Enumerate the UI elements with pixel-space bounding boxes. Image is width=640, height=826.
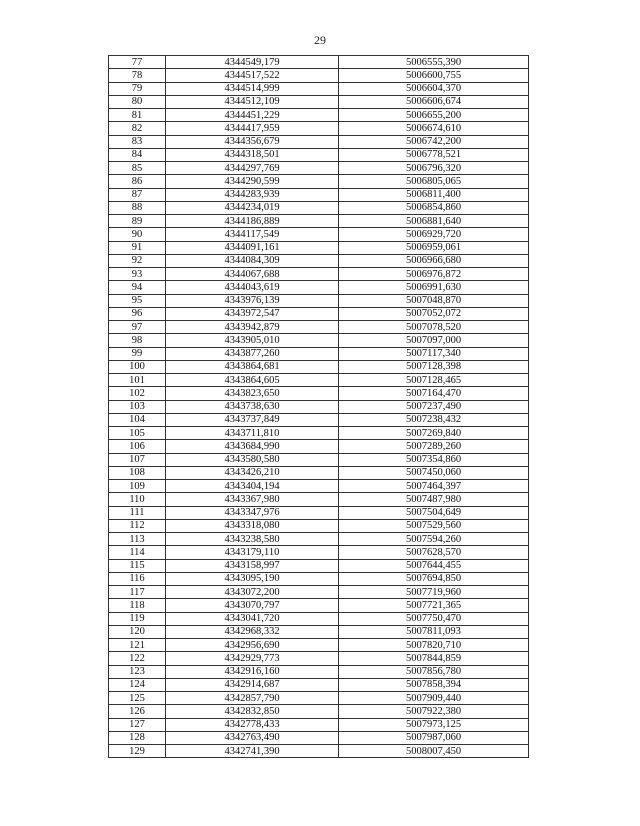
point-number-cell: 94 <box>109 281 166 294</box>
table-row <box>109 268 529 281</box>
point-number-cell: 123 <box>109 665 166 678</box>
point-number-cell: 89 <box>109 215 166 228</box>
table-row <box>109 307 529 320</box>
y-coordinate-cell: 5007052,072 <box>339 307 529 320</box>
y-coordinate-cell: 5007909,440 <box>339 692 529 705</box>
x-coordinate-cell: 4343942,879 <box>166 321 339 334</box>
point-number-cell: 104 <box>109 413 166 426</box>
y-coordinate-cell: 5006796,320 <box>339 162 529 175</box>
point-number-cell: 77 <box>109 56 166 69</box>
point-number-cell: 82 <box>109 122 166 135</box>
y-coordinate-cell: 5006674,610 <box>339 122 529 135</box>
y-coordinate-cell: 5007694,850 <box>339 572 529 585</box>
y-coordinate-cell: 5006778,521 <box>339 148 529 161</box>
point-number-cell: 119 <box>109 612 166 625</box>
point-number-cell: 120 <box>109 625 166 638</box>
table-row <box>109 546 529 559</box>
y-coordinate-cell: 5007628,570 <box>339 546 529 559</box>
table-row <box>109 639 529 652</box>
point-number-cell: 85 <box>109 162 166 175</box>
point-number-cell: 101 <box>109 374 166 387</box>
x-coordinate-cell: 4344117,549 <box>166 228 339 241</box>
x-coordinate-cell: 4344297,769 <box>166 162 339 175</box>
table-row <box>109 599 529 612</box>
x-coordinate-cell: 4343238,580 <box>166 533 339 546</box>
table-row <box>109 374 529 387</box>
table-row <box>109 718 529 731</box>
table-row <box>109 95 529 108</box>
table-row <box>109 466 529 479</box>
y-coordinate-cell: 5006854,860 <box>339 201 529 214</box>
y-coordinate-cell: 5007048,870 <box>339 294 529 307</box>
point-number-cell: 91 <box>109 241 166 254</box>
x-coordinate-cell: 4342914,687 <box>166 678 339 691</box>
table-row <box>109 122 529 135</box>
point-number-cell: 81 <box>109 109 166 122</box>
point-number-cell: 102 <box>109 387 166 400</box>
point-number-cell: 95 <box>109 294 166 307</box>
x-coordinate-cell: 4342968,332 <box>166 625 339 638</box>
table-row <box>109 665 529 678</box>
table-row <box>109 56 529 69</box>
table-row <box>109 69 529 82</box>
x-coordinate-cell: 4344417,959 <box>166 122 339 135</box>
point-number-cell: 121 <box>109 639 166 652</box>
y-coordinate-cell: 5006606,674 <box>339 95 529 108</box>
y-coordinate-cell: 5007721,365 <box>339 599 529 612</box>
table-row <box>109 625 529 638</box>
table-row <box>109 360 529 373</box>
x-coordinate-cell: 4343347,976 <box>166 506 339 519</box>
x-coordinate-cell: 4342857,790 <box>166 692 339 705</box>
point-number-cell: 93 <box>109 268 166 281</box>
table-row <box>109 321 529 334</box>
point-number-cell: 114 <box>109 546 166 559</box>
x-coordinate-cell: 4344186,889 <box>166 215 339 228</box>
y-coordinate-cell: 5007097,000 <box>339 334 529 347</box>
point-number-cell: 113 <box>109 533 166 546</box>
x-coordinate-cell: 4344067,688 <box>166 268 339 281</box>
table-row <box>109 82 529 95</box>
x-coordinate-cell: 4342916,160 <box>166 665 339 678</box>
table-row <box>109 731 529 744</box>
y-coordinate-cell: 5007238,432 <box>339 413 529 426</box>
y-coordinate-cell: 5007529,560 <box>339 519 529 532</box>
table-row <box>109 745 529 758</box>
x-coordinate-cell: 4342778,433 <box>166 718 339 731</box>
y-coordinate-cell: 5007750,470 <box>339 612 529 625</box>
table-row <box>109 493 529 506</box>
point-number-cell: 125 <box>109 692 166 705</box>
point-number-cell: 105 <box>109 427 166 440</box>
table-row <box>109 705 529 718</box>
table-row <box>109 519 529 532</box>
x-coordinate-cell: 4344234,019 <box>166 201 339 214</box>
x-coordinate-cell: 4343041,720 <box>166 612 339 625</box>
y-coordinate-cell: 5007128,465 <box>339 374 529 387</box>
point-number-cell: 97 <box>109 321 166 334</box>
x-coordinate-cell: 4343318,080 <box>166 519 339 532</box>
table-row <box>109 175 529 188</box>
y-coordinate-cell: 5007464,397 <box>339 480 529 493</box>
x-coordinate-cell: 4343684,990 <box>166 440 339 453</box>
table-row <box>109 427 529 440</box>
point-number-cell: 116 <box>109 572 166 585</box>
table-row <box>109 201 529 214</box>
point-number-cell: 86 <box>109 175 166 188</box>
x-coordinate-cell: 4343367,980 <box>166 493 339 506</box>
table-row <box>109 334 529 347</box>
y-coordinate-cell: 5006959,061 <box>339 241 529 254</box>
y-coordinate-cell: 5006966,680 <box>339 254 529 267</box>
table-row <box>109 400 529 413</box>
y-coordinate-cell: 5007922,380 <box>339 705 529 718</box>
table-row <box>109 228 529 241</box>
y-coordinate-cell: 5006655,200 <box>339 109 529 122</box>
point-number-cell: 92 <box>109 254 166 267</box>
y-coordinate-cell: 5006805,065 <box>339 175 529 188</box>
table-row <box>109 652 529 665</box>
point-number-cell: 78 <box>109 69 166 82</box>
point-number-cell: 112 <box>109 519 166 532</box>
x-coordinate-cell: 4343905,010 <box>166 334 339 347</box>
y-coordinate-cell: 5006929,720 <box>339 228 529 241</box>
x-coordinate-cell: 4343426,210 <box>166 466 339 479</box>
table-row <box>109 533 529 546</box>
y-coordinate-cell: 5007128,398 <box>339 360 529 373</box>
coordinates-table <box>108 55 529 758</box>
point-number-cell: 98 <box>109 334 166 347</box>
x-coordinate-cell: 4343972,547 <box>166 307 339 320</box>
point-number-cell: 126 <box>109 705 166 718</box>
point-number-cell: 129 <box>109 745 166 758</box>
x-coordinate-cell: 4344318,501 <box>166 148 339 161</box>
table-row <box>109 506 529 519</box>
point-number-cell: 79 <box>109 82 166 95</box>
table-row <box>109 294 529 307</box>
x-coordinate-cell: 4342832,850 <box>166 705 339 718</box>
y-coordinate-cell: 5007856,780 <box>339 665 529 678</box>
x-coordinate-cell: 4344451,229 <box>166 109 339 122</box>
table-row <box>109 188 529 201</box>
x-coordinate-cell: 4344517,522 <box>166 69 339 82</box>
table-row <box>109 281 529 294</box>
point-number-cell: 118 <box>109 599 166 612</box>
point-number-cell: 96 <box>109 307 166 320</box>
y-coordinate-cell: 5007269,840 <box>339 427 529 440</box>
x-coordinate-cell: 4342929,773 <box>166 652 339 665</box>
y-coordinate-cell: 5007237,490 <box>339 400 529 413</box>
table-row <box>109 572 529 585</box>
x-coordinate-cell: 4344356,679 <box>166 135 339 148</box>
x-coordinate-cell: 4343877,260 <box>166 347 339 360</box>
y-coordinate-cell: 5007354,860 <box>339 453 529 466</box>
point-number-cell: 108 <box>109 466 166 479</box>
table-row <box>109 162 529 175</box>
x-coordinate-cell: 4343404,194 <box>166 480 339 493</box>
y-coordinate-cell: 5007594,260 <box>339 533 529 546</box>
y-coordinate-cell: 5006811,400 <box>339 188 529 201</box>
x-coordinate-cell: 4343158,997 <box>166 559 339 572</box>
y-coordinate-cell: 5007987,060 <box>339 731 529 744</box>
point-number-cell: 83 <box>109 135 166 148</box>
table-row <box>109 135 529 148</box>
y-coordinate-cell: 5006555,390 <box>339 56 529 69</box>
point-number-cell: 99 <box>109 347 166 360</box>
x-coordinate-cell: 4342741,390 <box>166 745 339 758</box>
x-coordinate-cell: 4343095,190 <box>166 572 339 585</box>
point-number-cell: 127 <box>109 718 166 731</box>
x-coordinate-cell: 4343737,849 <box>166 413 339 426</box>
x-coordinate-cell: 4344084,309 <box>166 254 339 267</box>
y-coordinate-cell: 5007487,980 <box>339 493 529 506</box>
table-row <box>109 347 529 360</box>
y-coordinate-cell: 5007811,093 <box>339 625 529 638</box>
x-coordinate-cell: 4344514,999 <box>166 82 339 95</box>
x-coordinate-cell: 4343738,630 <box>166 400 339 413</box>
table-row <box>109 109 529 122</box>
y-coordinate-cell: 5008007,450 <box>339 745 529 758</box>
point-number-cell: 109 <box>109 480 166 493</box>
y-coordinate-cell: 5006976,872 <box>339 268 529 281</box>
point-number-cell: 111 <box>109 506 166 519</box>
table-row <box>109 241 529 254</box>
y-coordinate-cell: 5007117,340 <box>339 347 529 360</box>
y-coordinate-cell: 5007450,060 <box>339 466 529 479</box>
table-row <box>109 559 529 572</box>
y-coordinate-cell: 5007644,455 <box>339 559 529 572</box>
table-row <box>109 453 529 466</box>
table-row <box>109 413 529 426</box>
x-coordinate-cell: 4344549,179 <box>166 56 339 69</box>
x-coordinate-cell: 4343179,110 <box>166 546 339 559</box>
point-number-cell: 80 <box>109 95 166 108</box>
y-coordinate-cell: 5007844,859 <box>339 652 529 665</box>
x-coordinate-cell: 4343976,139 <box>166 294 339 307</box>
x-coordinate-cell: 4344512,109 <box>166 95 339 108</box>
x-coordinate-cell: 4342956,690 <box>166 639 339 652</box>
y-coordinate-cell: 5007820,710 <box>339 639 529 652</box>
point-number-cell: 88 <box>109 201 166 214</box>
y-coordinate-cell: 5007164,470 <box>339 387 529 400</box>
point-number-cell: 90 <box>109 228 166 241</box>
y-coordinate-cell: 5006991,630 <box>339 281 529 294</box>
table-row <box>109 148 529 161</box>
page-number: 29 <box>314 33 326 47</box>
x-coordinate-cell: 4343711,810 <box>166 427 339 440</box>
x-coordinate-cell: 4342763,490 <box>166 731 339 744</box>
table-row <box>109 692 529 705</box>
point-number-cell: 110 <box>109 493 166 506</box>
y-coordinate-cell: 5007858,394 <box>339 678 529 691</box>
x-coordinate-cell: 4343070,797 <box>166 599 339 612</box>
table-row <box>109 586 529 599</box>
y-coordinate-cell: 5007504,649 <box>339 506 529 519</box>
y-coordinate-cell: 5007078,520 <box>339 321 529 334</box>
point-number-cell: 128 <box>109 731 166 744</box>
x-coordinate-cell: 4344091,161 <box>166 241 339 254</box>
point-number-cell: 87 <box>109 188 166 201</box>
table-row <box>109 387 529 400</box>
point-number-cell: 103 <box>109 400 166 413</box>
y-coordinate-cell: 5006742,200 <box>339 135 529 148</box>
x-coordinate-cell: 4343864,681 <box>166 360 339 373</box>
table-row <box>109 215 529 228</box>
x-coordinate-cell: 4344283,939 <box>166 188 339 201</box>
point-number-cell: 122 <box>109 652 166 665</box>
table-row <box>109 440 529 453</box>
y-coordinate-cell: 5006600,755 <box>339 69 529 82</box>
x-coordinate-cell: 4344290,599 <box>166 175 339 188</box>
point-number-cell: 124 <box>109 678 166 691</box>
y-coordinate-cell: 5007973,125 <box>339 718 529 731</box>
table-row <box>109 480 529 493</box>
y-coordinate-cell: 5007719,960 <box>339 586 529 599</box>
point-number-cell: 117 <box>109 586 166 599</box>
point-number-cell: 84 <box>109 148 166 161</box>
table-row <box>109 612 529 625</box>
x-coordinate-cell: 4343864,605 <box>166 374 339 387</box>
y-coordinate-cell: 5006604,370 <box>339 82 529 95</box>
y-coordinate-cell: 5006881,640 <box>339 215 529 228</box>
table-row <box>109 678 529 691</box>
x-coordinate-cell: 4343072,200 <box>166 586 339 599</box>
x-coordinate-cell: 4344043,619 <box>166 281 339 294</box>
x-coordinate-cell: 4343823,650 <box>166 387 339 400</box>
point-number-cell: 107 <box>109 453 166 466</box>
y-coordinate-cell: 5007289,260 <box>339 440 529 453</box>
point-number-cell: 106 <box>109 440 166 453</box>
table-row <box>109 254 529 267</box>
point-number-cell: 100 <box>109 360 166 373</box>
coordinates-table-body <box>109 56 529 758</box>
point-number-cell: 115 <box>109 559 166 572</box>
x-coordinate-cell: 4343580,580 <box>166 453 339 466</box>
